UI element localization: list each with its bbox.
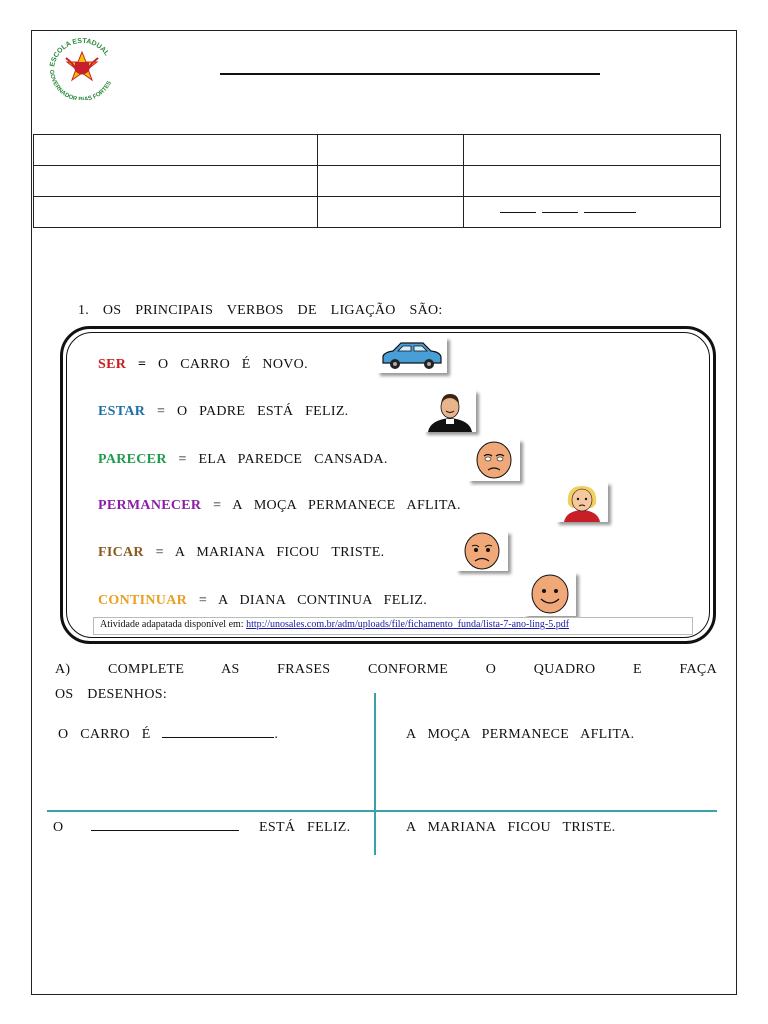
verb-label: PARECER xyxy=(98,452,167,467)
verb-sentence: ELA PAREDCE CANSADA. xyxy=(198,452,388,467)
exercise-a-instruction: A) COMPLETE AS FRASES CONFORME O QUADRO E FAÇA xyxy=(55,662,717,677)
verb-row-permanecer xyxy=(98,498,461,514)
verb-label: SER xyxy=(98,357,127,372)
verb-label: FICAR xyxy=(98,545,144,560)
verb-label: CONTINUAR xyxy=(98,593,188,608)
verb-row-continuar xyxy=(98,593,427,609)
grid-vertical-divider xyxy=(374,693,376,855)
table-cell[interactable] xyxy=(318,135,464,166)
equals-sign: = xyxy=(126,357,159,372)
school-logo xyxy=(44,38,120,100)
verb-sentence: A DIANA CONTINUA FELIZ. xyxy=(218,593,428,608)
priest-icon xyxy=(424,390,476,432)
answer-blank[interactable] xyxy=(91,830,239,831)
date-blanks[interactable] xyxy=(500,212,642,213)
source-link[interactable]: http://unosales.com.br/adm/uploads/file/fichamento_funda/lista-7-ano-ling-5.pdf xyxy=(246,619,570,630)
equals-sign: = xyxy=(166,452,199,467)
verb-label: ESTAR xyxy=(98,404,146,419)
verb-sentence: O PADRE ESTÁ FELIZ. xyxy=(176,404,349,419)
answer-blank[interactable] xyxy=(162,737,274,738)
student-info-table xyxy=(33,134,721,228)
cell-text: ESTÁ FELIZ. xyxy=(259,820,351,835)
cell-top-right: A MOÇA PERMANECE AFLITA. xyxy=(406,727,635,742)
grid-horizontal-divider xyxy=(47,810,717,812)
verb-row-estar xyxy=(98,404,348,420)
source-citation xyxy=(93,617,693,635)
verb-row-ser xyxy=(98,357,308,373)
cell-top-left xyxy=(58,727,278,743)
cell-text: O xyxy=(53,820,64,835)
verb-label: PERMANECER xyxy=(98,498,202,513)
cell-text: . xyxy=(274,727,279,742)
tired-face-icon xyxy=(468,439,520,481)
equals-sign: = xyxy=(201,498,233,513)
table-row xyxy=(34,166,721,197)
logo-text-bottom: GOVERNADOR BIAS FORTES xyxy=(47,69,114,100)
table-cell[interactable] xyxy=(318,166,464,197)
verb-sentence: A MARIANA FICOU TRISTE. xyxy=(174,545,385,560)
verb-row-ficar xyxy=(98,545,384,561)
question-heading: 1. OS PRINCIPAIS VERBOS DE LIGAÇÃO SÃO: xyxy=(78,303,443,318)
table-cell[interactable] xyxy=(318,197,464,228)
verb-sentence: O CARRO É NOVO. xyxy=(158,357,308,372)
cell-text: O CARRO É xyxy=(58,727,163,742)
cell-bottom-left xyxy=(53,820,350,836)
happy-face-icon xyxy=(524,572,576,616)
table-cell[interactable] xyxy=(464,166,721,197)
table-cell[interactable] xyxy=(464,135,721,166)
table-cell[interactable] xyxy=(34,197,318,228)
table-cell[interactable] xyxy=(34,135,318,166)
worried-girl-icon xyxy=(556,482,608,522)
cell-bottom-right: A MARIANA FICOU TRISTE. xyxy=(406,820,616,835)
verb-sentence: A MOÇA PERMANECE AFLITA. xyxy=(232,498,461,513)
source-label: Atividade adapatada disponível em: xyxy=(100,619,247,630)
table-row xyxy=(34,135,721,166)
car-icon xyxy=(377,337,447,373)
equals-sign: = xyxy=(145,404,177,419)
equals-sign: = xyxy=(187,593,219,608)
sad-face-icon xyxy=(456,531,508,571)
logo-text-top: ESCOLA ESTADUAL xyxy=(49,38,111,68)
equals-sign: = xyxy=(143,545,175,560)
table-cell[interactable] xyxy=(34,166,318,197)
verb-row-parecer xyxy=(98,452,388,468)
title-blank-line[interactable] xyxy=(220,73,600,75)
exercise-a-instruction-continued: OS DESENHOS: xyxy=(55,687,168,702)
